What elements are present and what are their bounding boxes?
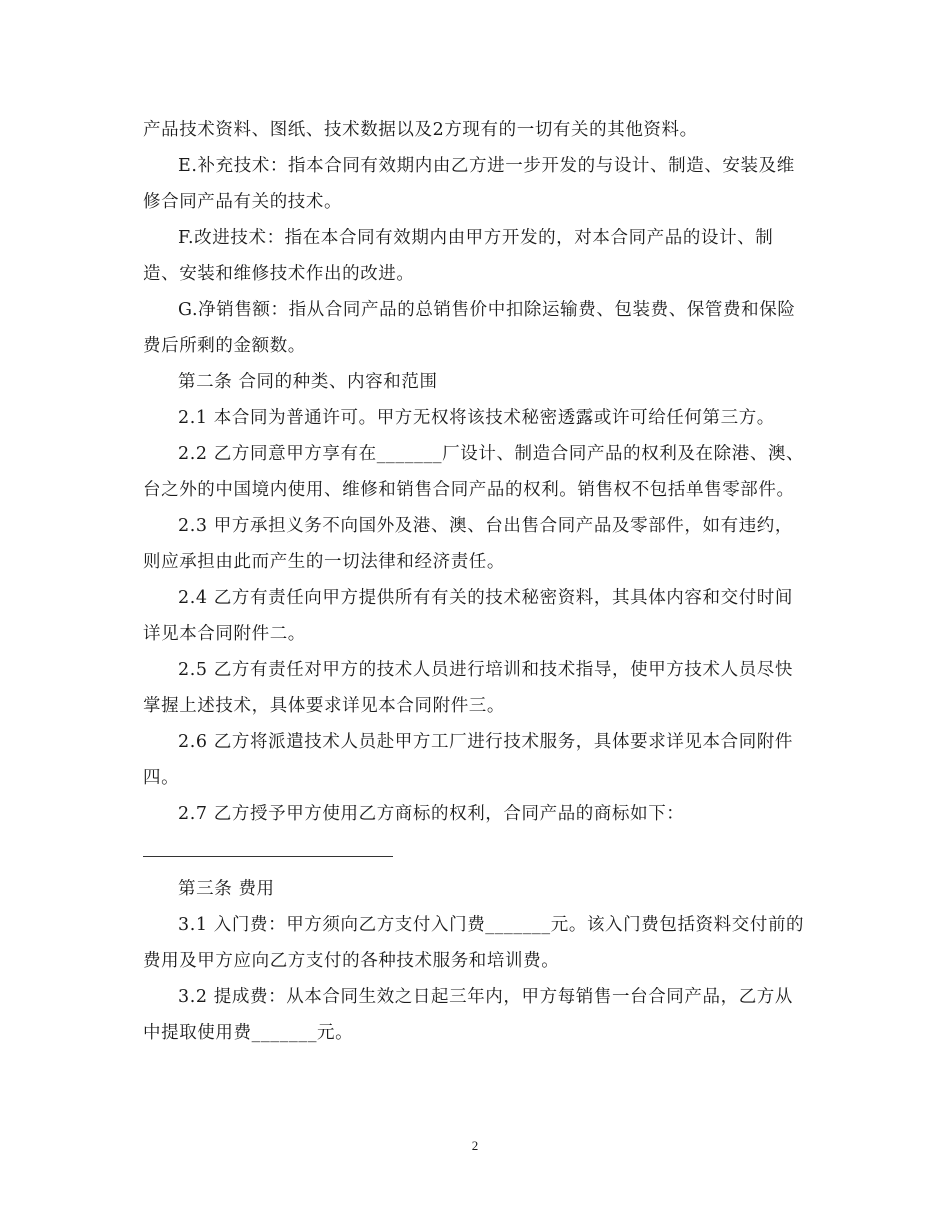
- paragraph: 3.2 提成费：从本合同生效之日起三年内，甲方每销售一台合同产品，乙方从中提取使用费_______元。: [143, 987, 793, 1043]
- paragraph: F.改进技术：指在本合同有效期内由甲方开发的，对本合同产品的设计、制造、安装和维修技术作出的改进。: [143, 228, 774, 284]
- paragraph: 产品技术资料、图纸、技术数据以及2方现有的一切有关的其他资料。: [143, 120, 698, 140]
- paragraph: 2.5 乙方有责任对甲方的技术人员进行培训和技术指导，使甲方技术人员尽快掌握上述技术，具体要求详见本合同附件三。: [143, 660, 793, 716]
- section-heading: 第二条 合同的种类、内容和范围: [178, 372, 438, 392]
- page-number: 2: [471, 1138, 479, 1153]
- paragraph: 2.3 甲方承担义务不向国外及港、澳、台出售合同产品及零部件，如有违约，则应承担由此而产生的一切法律和经济责任。: [143, 516, 793, 572]
- paragraph: 2.1 本合同为普通许可。甲方无权将该技术秘密透露或许可给任何第三方。: [178, 408, 775, 428]
- paragraph: E.补充技术：指本合同有效期内由乙方进一步开发的与设计、制造、安装及维修合同产品有关的技术。: [143, 156, 795, 212]
- document-body: [143, 112, 807, 1051]
- paragraph: 2.7 乙方授予甲方使用乙方商标的权利，合同产品的商标如下：: [178, 804, 685, 824]
- paragraph: 2.4 乙方有责任向甲方提供所有有关的技术秘密资料，其具体内容和交付时间详见本合同附件二。: [143, 588, 793, 644]
- paragraph: 2.6 乙方将派遣技术人员赴甲方工厂进行技术服务，具体要求详见本合同附件四。: [143, 732, 793, 788]
- paragraph: G.净销售额：指从合同产品的总销售价中扣除运输费、包装费、保管费和保险费后所剩的金额数。: [143, 300, 796, 356]
- section-heading: 第三条 费用: [178, 879, 275, 899]
- trademark-blank-line: [143, 856, 393, 857]
- paragraph: 2.2 乙方同意甲方享有在_______厂设计、制造合同产品的权利及在除港、澳、台之外的中国境内使用、维修和销售合同产品的权利。销售权不包括单售零部件。: [143, 444, 805, 500]
- paragraph: 3.1 入门费：甲方须向乙方支付入门费_______元。该入门费包括资料交付前的费用及甲方应向乙方支付的各种技术服务和培训费。: [143, 915, 805, 971]
